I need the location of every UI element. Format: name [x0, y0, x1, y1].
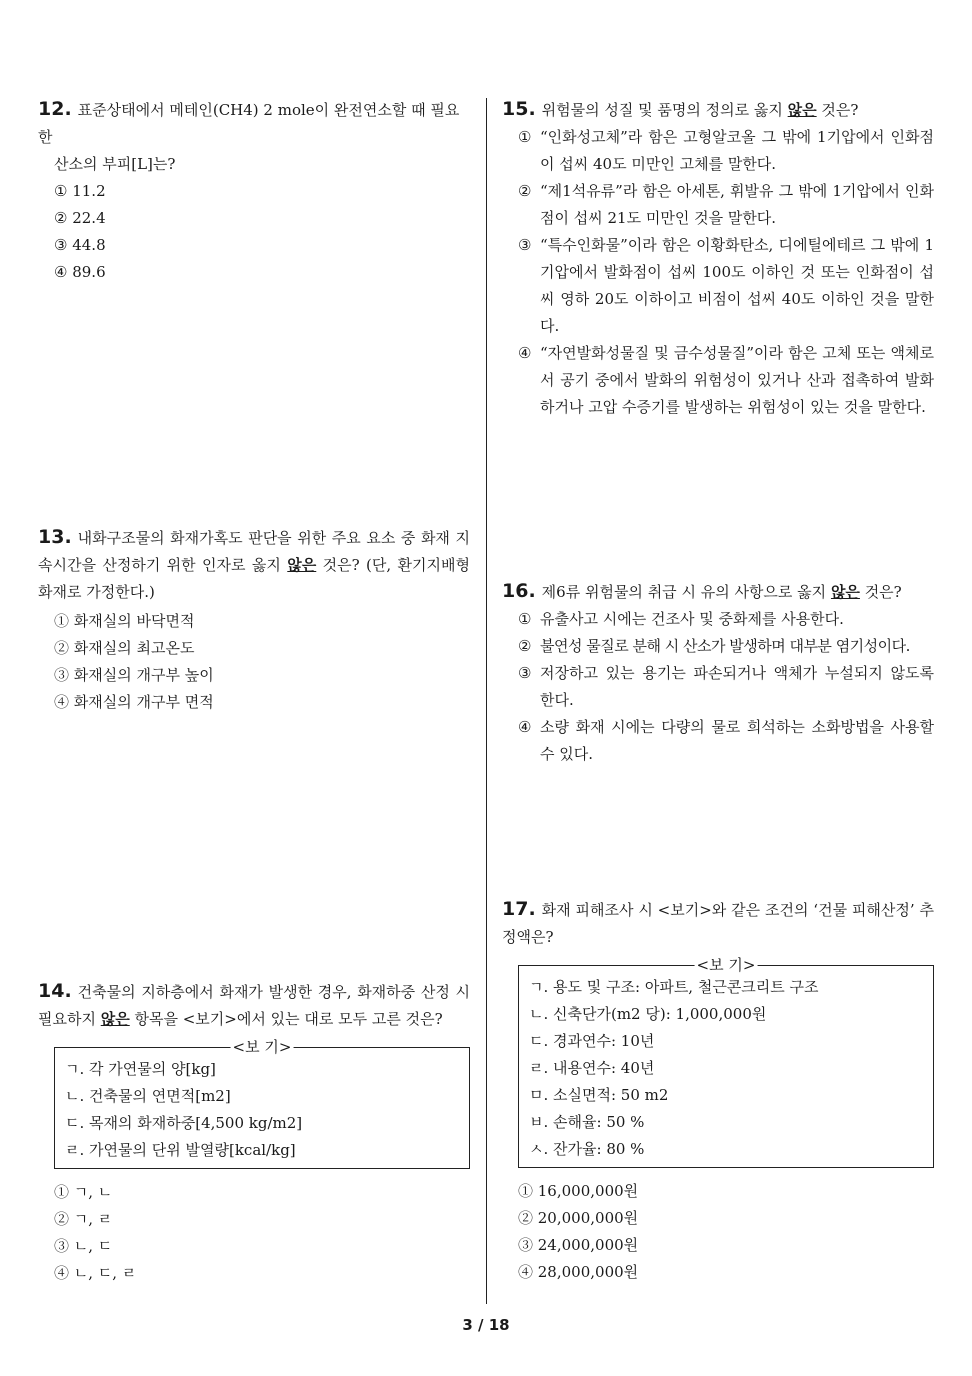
option-1[interactable]: ① 16,000,000원	[518, 1182, 639, 1200]
option-2[interactable]: ② ㄱ, ㄹ	[54, 1210, 113, 1228]
question-15	[502, 96, 934, 421]
option-text: 저장하고 있는 용기는 파손되거나 액체가 누설되지 않도록 한다.	[540, 664, 934, 709]
box-item: ㄷ. 경과연수: 10년	[529, 1032, 655, 1050]
box-item: ㄹ. 내용연수: 40년	[529, 1059, 655, 1077]
option-4[interactable]	[502, 340, 934, 421]
option-mark: ①	[518, 610, 532, 628]
question-stem: 건축물의 지하층에서 화재가 발생한 경우, 화재하중 산정 시 필요하지	[38, 983, 470, 1028]
question-stem: 화재 피해조사 시 <보기>와 같은 조건의 ‘건물 피해산정’ 추정액은?	[502, 901, 934, 946]
option-3[interactable]	[502, 660, 934, 714]
option-text: 소량 화재 시에는 다량의 물로 희석하는 소화방법을 사용할 수 있다.	[540, 718, 934, 763]
question-number: 14.	[38, 980, 72, 1002]
question-number: 15.	[502, 98, 536, 120]
question-stem-end: 것은?	[816, 101, 859, 119]
option-text: “특수인화물”이라 함은 이황화탄소, 디에틸에테르 그 밖에 1기압에서 발화점이 섭씨 100도 이하인 것 또는 인화점이 섭씨 영하 20도 이하이고 비점이 섭씨 40도 이하인 것을 말한다.	[540, 236, 934, 335]
box-item: ㄴ. 신축단가(m2 당): 1,000,000원	[529, 1005, 767, 1023]
option-4[interactable]	[502, 714, 934, 768]
negation-emphasis: 않은	[830, 583, 860, 601]
option-1[interactable]	[502, 124, 934, 178]
question-number: 13.	[38, 526, 72, 548]
option-mark: ①	[518, 128, 532, 146]
option-2[interactable]: ② 화재실의 최고온도	[54, 639, 195, 657]
box-item: ㅁ. 소실면적: 50 m2	[529, 1086, 669, 1104]
option-3[interactable]: ③ ㄴ, ㄷ	[54, 1237, 113, 1255]
option-mark: ②	[518, 182, 532, 200]
option-4[interactable]: ④ 28,000,000원	[518, 1263, 639, 1281]
page-number: 3 / 18	[462, 1316, 510, 1334]
option-4[interactable]: ④ 화재실의 개구부 면적	[54, 693, 214, 711]
example-box	[54, 1038, 470, 1169]
box-item: ㄹ. 가연물의 단위 발열량[kcal/kg]	[65, 1141, 296, 1159]
option-3[interactable]: ③ 화재실의 개구부 높이	[54, 666, 214, 684]
option-text: “자연발화성물질 및 금수성물질”이라 함은 고체 또는 액체로서 공기 중에서 발화의 위험성이 있거나 산과 접촉하여 발화하거나 고압 수증기를 발생하는 위험성이 있는 것을 말한다.	[540, 344, 934, 416]
option-mark: ③	[518, 664, 532, 682]
option-3[interactable]	[502, 232, 934, 340]
option-4[interactable]: ④ ㄴ, ㄷ, ㄹ	[54, 1264, 137, 1282]
question-17	[502, 896, 934, 1286]
option-mark: ②	[518, 637, 532, 655]
question-stem-end: 것은? (단, 환기지배형 화재로 가정한다.)	[38, 556, 470, 601]
box-item: ㅅ. 잔가율: 80 %	[529, 1140, 645, 1158]
option-text: “제1석유류”라 함은 아세톤, 휘발유 그 밖에 1기압에서 인화점이 섭씨 21도 미만인 것을 말한다.	[540, 182, 934, 227]
option-2[interactable]	[502, 633, 934, 660]
question-stem: 제6류 위험물의 취급 시 유의 사항으로 옳지	[541, 583, 831, 601]
question-stem: 위험물의 성질 및 품명의 정의로 옳지	[541, 101, 788, 119]
example-box	[518, 956, 934, 1168]
question-number: 16.	[502, 580, 536, 602]
option-mark: ③	[518, 236, 532, 254]
negation-emphasis: 않은	[787, 101, 817, 119]
question-14	[38, 978, 470, 1287]
question-stem: 표준상태에서 메테인(CH4) 2 mole이 완전연소할 때 필요한	[38, 101, 460, 146]
question-16	[502, 578, 934, 768]
negation-emphasis: 않은	[287, 556, 317, 574]
option-3[interactable]: ③ 24,000,000원	[518, 1236, 639, 1254]
question-number: 12.	[38, 98, 72, 120]
option-4[interactable]: ④ 89.6	[54, 263, 106, 281]
option-1[interactable]: ① 11.2	[54, 182, 106, 200]
option-mark: ④	[518, 718, 532, 736]
option-1[interactable]: ① ㄱ, ㄴ	[54, 1183, 113, 1201]
question-stem-end: 것은?	[859, 583, 902, 601]
question-stem: 내화구조물의 화재가혹도 판단을 위한 주요 요소 중 화재 지속시간을 산정하기 위한 인자로 옳지	[38, 529, 470, 574]
negation-emphasis: 않은	[100, 1010, 130, 1028]
option-text: 유출사고 시에는 건조사 및 중화제를 사용한다.	[540, 610, 844, 628]
question-13	[38, 524, 470, 716]
box-item: ㄷ. 목재의 화재하중[4,500 kg/m2]	[65, 1114, 303, 1132]
example-box-title: <보 기>	[232, 1038, 292, 1056]
box-item: ㅂ. 손해율: 50 %	[529, 1113, 645, 1131]
box-item: ㄴ. 건축물의 연면적[m2]	[65, 1087, 231, 1105]
option-2[interactable]: ② 20,000,000원	[518, 1209, 639, 1227]
column-divider	[486, 98, 487, 1304]
option-2[interactable]: ② 22.4	[54, 209, 106, 227]
question-stem-continued: 산소의 부피[L]는?	[54, 155, 176, 173]
option-text: 불연성 물질로 분해 시 산소가 발생하며 대부분 염기성이다.	[540, 637, 910, 655]
question-12	[38, 96, 470, 286]
option-text: “인화성고체”라 함은 고형알코올 그 밖에 1기압에서 인화점이 섭씨 40도 미만인 고체를 말한다.	[540, 128, 934, 173]
box-item: ㄱ. 용도 및 구조: 아파트, 철근콘크리트 구조	[529, 978, 819, 996]
question-number: 17.	[502, 898, 536, 920]
option-1[interactable]	[502, 606, 934, 633]
option-mark: ④	[518, 344, 532, 362]
option-3[interactable]: ③ 44.8	[54, 236, 106, 254]
example-box-title: <보 기>	[696, 956, 756, 974]
box-item: ㄱ. 각 가연물의 양[kg]	[65, 1060, 216, 1078]
option-2[interactable]	[502, 178, 934, 232]
question-stem-end: 항목을 <보기>에서 있는 대로 모두 고른 것은?	[129, 1010, 443, 1028]
option-1[interactable]: ① 화재실의 바닥면적	[54, 612, 195, 630]
